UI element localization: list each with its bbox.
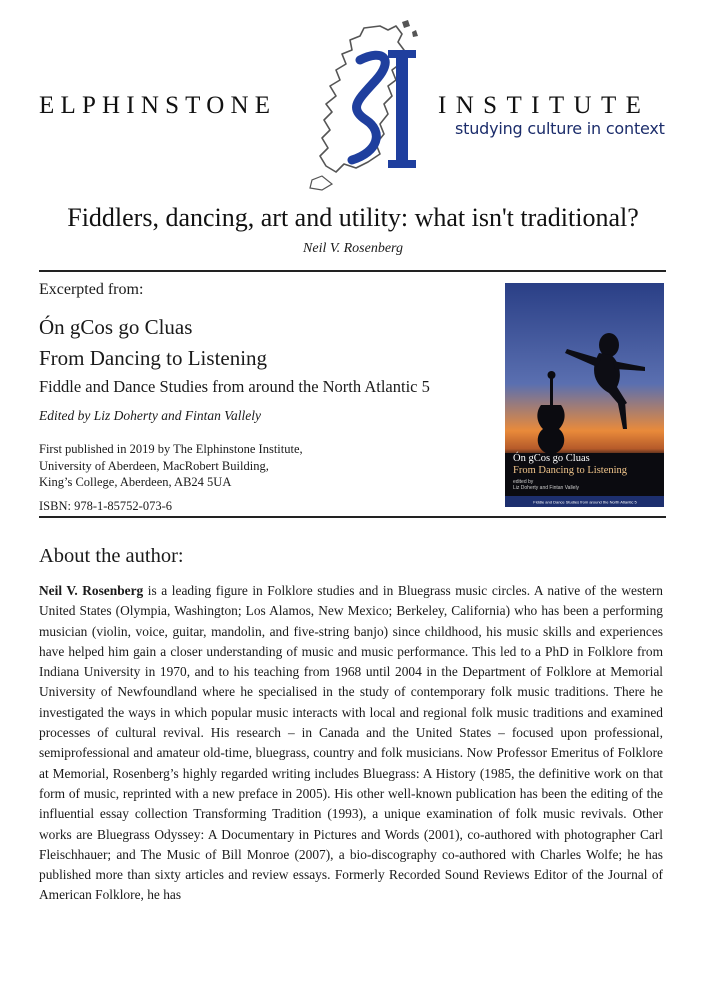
institute-name-right: INSTITUTE bbox=[438, 92, 651, 119]
isbn: ISBN: 978-1-85752-073-6 bbox=[39, 499, 172, 513]
book-title-line2: From Dancing to Listening bbox=[39, 346, 268, 370]
author-bio bbox=[39, 581, 663, 906]
cover-credit-line1: edited by bbox=[513, 479, 534, 485]
publication-line: First published in 2019 by The Elphinstone Institute, bbox=[39, 442, 303, 456]
about-heading: About the author: bbox=[39, 545, 184, 567]
cover-title-line2: From Dancing to Listening bbox=[513, 465, 628, 476]
elphinstone-logo-icon bbox=[292, 20, 442, 192]
institute-name-left: ELPHINSTONE bbox=[39, 92, 277, 119]
publication-line: King’s College, Aberdeen, AB24 5UA bbox=[39, 475, 232, 489]
divider-top bbox=[39, 270, 666, 272]
cover-footer: Fiddle and Dance Studies from around the North Atlantic 5 bbox=[533, 499, 637, 505]
institute-tagline: studying culture in context bbox=[455, 119, 665, 138]
book-subtitle: Fiddle and Dance Studies from around the North Atlantic 5 bbox=[39, 377, 430, 396]
article-author: Neil V. Rosenberg bbox=[303, 241, 403, 256]
excerpted-from-label: Excerpted from: bbox=[39, 281, 144, 298]
article-title: Fiddlers, dancing, art and utility: what isn't traditional? bbox=[67, 203, 639, 232]
publication-line: University of Aberdeen, MacRobert Building, bbox=[39, 458, 269, 473]
cover-credit-line2: Liz Doherty and Fintan Vallely bbox=[513, 485, 580, 491]
divider-bottom bbox=[39, 516, 666, 518]
book-editors: Edited by Liz Doherty and Fintan Vallely bbox=[39, 408, 261, 423]
publication-details bbox=[39, 441, 303, 491]
cover-title-line1: Ón gCos go Cluas bbox=[513, 453, 590, 464]
bio-author-name: Neil V. Rosenberg bbox=[39, 583, 144, 598]
bio-text: is a leading figure in Folklore studies and in Bluegrass music circles. A native of the western United States (Olympia, Washington; Los Alamos, New Mexico; Berkeley, California) who has been a performing musician (violin, voice, guitar, mandolin, and five-string banjo) since childhood, his music skills and experiences have helped him gain a closer understanding of music and music performance. This led to a PhD in Folklore from Indiana University in 1970, and to his teaching from 1968 until 2004 in the Department of Folklore at Memorial University of Newfoundland where he specialised in the study of contemporary folk music traditions. There he investigated the ways in which popular music interacts with local and regional folk music traditions and examined processes of cultural revival. His research – in Canada and the United States – focused upon professional, semiprofessional and amateur old-time, bluegrass, country and folk musicians. Now Professor Emeritus of Folklore at Memorial, Rosenberg’s highly regarded writing includes Bluegrass: A History (1985, the definitive work on that form of music, reprinted with a new preface in 2005). His other well-known publication has been the editing of the influential essay collection Transforming Tradition (1993), a unique examination of folk music revivals. Other works are Bluegrass Odyssey: A Documentary in Pictures and Words (2001), co-authored with photographer Carl Fleischhauer; and The Music of Bill Monroe (2007), a bio-discography co-authored with Charles Wolfe; he has published more than sixty articles and review essays. Formerly Recorded Sound Reviews Editor of the Journal of American Folklore, he has bbox=[39, 583, 664, 903]
book-cover-image bbox=[505, 283, 664, 507]
book-title-line1: Ón gCos go Cluas bbox=[39, 315, 193, 339]
